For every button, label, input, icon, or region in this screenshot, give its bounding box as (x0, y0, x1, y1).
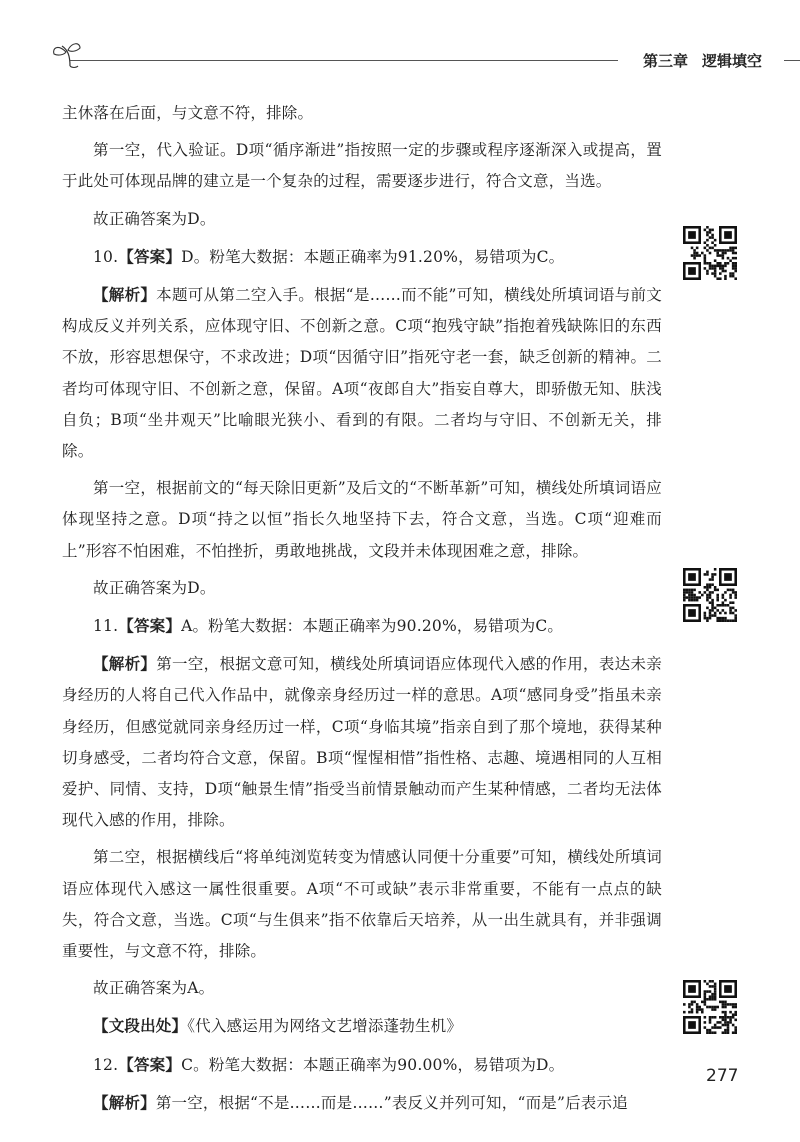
section-tag: 【解析】 (93, 1092, 156, 1112)
paragraph (62, 98, 662, 129)
leaf-icon (48, 38, 88, 72)
paragraph-text: 第一空，代入验证。D项“循序渐进”指按照一定的步骤或程序逐渐深入或提高，置于此处可体现品牌的建立是一个复杂的过程，需要逐步进行，符合文意，当选。 (62, 141, 662, 191)
qr-code-icon[interactable] (683, 226, 737, 280)
paragraph-text: 第一空，根据文意可知，横线处所填词语应体现代入感的作用，表达未亲身经历的人将自己代入作品中，就像亲身经历过一样的意思。A项“感同身受”指虽未亲身经历，但感觉就同亲身经历过一样，C项“身临其境”指亲自到了那个境地，获得某种切身感受，二者均符合文意，保留。B项“惺惺相惜”指性格、志趣、境遇相同的人互相爱护、同情、支持，D项“触景生情”指受当前情景触动而产生某种情感，二者均无法体现代入感的作用，排除。 (62, 655, 662, 830)
paragraph (62, 1010, 662, 1042)
header-rule-right (784, 60, 800, 61)
section-tag: 【答案】 (118, 616, 182, 636)
chapter-number: 第三章 (643, 52, 689, 70)
paragraph-text: 本题可从第二空入手。根据“是……而不能”可知，横线处所填词语与前文构成反义并列关系，应体现守旧、不创新之意。C项“抱残守缺”指抱着残缺陈旧的东西不放，形容思想保守，不求改进；D项“因循守旧”指死守老一套，缺乏创新的精神。二者均可体现守旧、不创新之意，保留。A项“夜郎自大”指妄自尊大，即骄傲无知、肤浅自负；B项“坐井观天”比喻眼光狭小、看到的有限。二者均与守旧、不创新无关，排除。 (62, 286, 662, 461)
paragraph (62, 573, 662, 604)
paragraph (62, 610, 662, 642)
paragraph (62, 279, 662, 467)
paragraph (62, 1049, 662, 1081)
paragraph (62, 473, 662, 567)
paragraph (62, 241, 662, 273)
page-number: 277 (706, 1066, 739, 1086)
header-rule-left (70, 60, 618, 61)
paragraph-text: 第一空，根据“不是……而是……”表反义并列可知，“而是”后表示追 (155, 1093, 628, 1112)
page-header (48, 38, 800, 78)
chapter-heading (643, 50, 762, 71)
paragraph (62, 973, 662, 1004)
paragraph (62, 1087, 662, 1119)
section-tag: 【解析】 (93, 285, 157, 305)
paragraph (62, 204, 662, 235)
paragraph-text: 故正确答案为D。 (93, 578, 216, 597)
paragraph (62, 135, 662, 197)
question-number: 12. (93, 1055, 119, 1074)
paragraph-text: D。粉笔大数据：本题正确率为91.20%，易错项为C。 (181, 247, 565, 266)
section-tag: 【答案】 (118, 246, 182, 266)
section-tag: 【文段出处】 (93, 1016, 188, 1036)
paragraph-text: C。粉笔大数据：本题正确率为90.00%，易错项为D。 (181, 1055, 565, 1074)
paragraph-text: 故正确答案为A。 (93, 979, 215, 998)
section-tag: 【解析】 (93, 654, 157, 674)
paragraph (62, 842, 662, 967)
paragraph-text: 故正确答案为D。 (93, 209, 216, 228)
paragraph-text: 《代入感运用为网络文艺增添蓬勃生机》 (187, 1017, 463, 1036)
section-tag: 【答案】 (118, 1054, 182, 1074)
page-body (62, 98, 662, 1119)
qr-code-icon[interactable] (683, 568, 737, 622)
paragraph-text: 第二空，根据横线后“将单纯浏览转变为情感认同便十分重要”可知，横线处所填词语应体现代入感这一属性很重要。A项“不可或缺”表示非常重要，不能有一点点的缺失，符合文意，当选。C项“与生俱来”指不依靠后天培养，从一出生就具有，并非强调重要性，与文意不符，排除。 (62, 848, 662, 961)
chapter-title: 逻辑填空 (702, 52, 763, 70)
question-number: 11. (93, 617, 119, 636)
paragraph (62, 648, 662, 836)
qr-code-icon[interactable] (683, 980, 737, 1034)
paragraph-text: 主休落在后面，与文意不符，排除。 (62, 104, 314, 122)
paragraph-text: 第一空，根据前文的“每天除旧更新”及后文的“不断革新”可知，横线处所填词语应体现坚持之意。D项“持之以恒”指长久地坚持下去，符合文意，当选。C项“迎难而上”形容不怕困难，不怕挫折，勇敢地挑战，文段并未体现困难之意，排除。 (62, 479, 662, 560)
question-number: 10. (93, 247, 119, 266)
paragraph-text: A。粉笔大数据：本题正确率为90.20%，易错项为C。 (181, 617, 564, 636)
